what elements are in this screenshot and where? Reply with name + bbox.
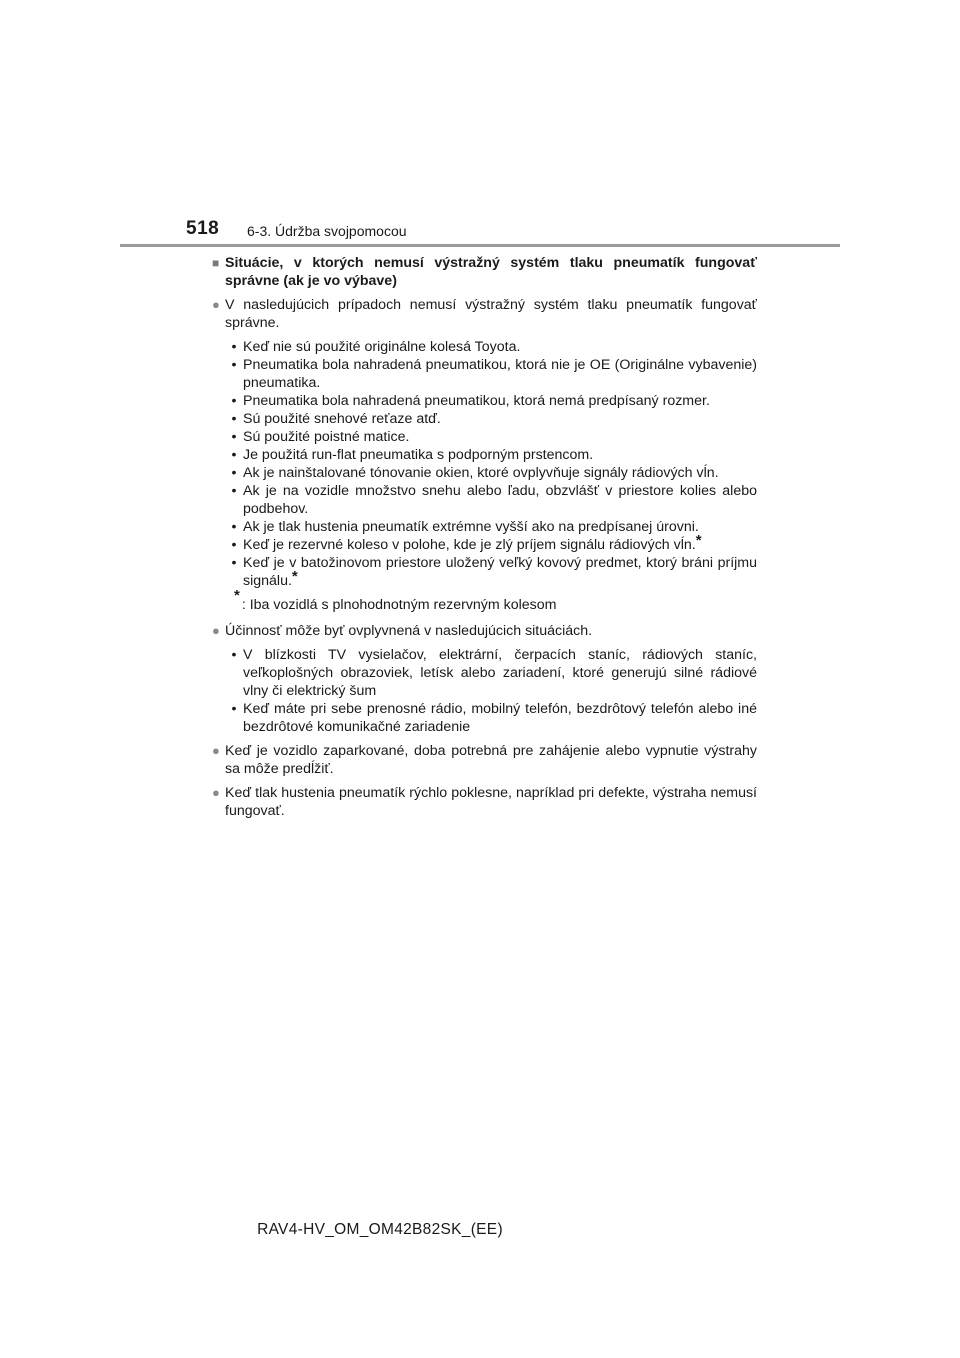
list-item: • Keď máte pri sebe prenosné rádio, mobilný telefón, bezdrôtový telefón alebo iné bezdrôtové komunikačné zariadenie	[231, 701, 757, 735]
bullet-list-2	[212, 646, 757, 736]
paragraph-1: ● V nasledujúcich prípadoch nemusí výstražný systém tlaku pneumatík fungovať správne.	[212, 297, 757, 331]
bullet-list-1	[212, 338, 757, 590]
section-title: 6-3. Údržba svojpomocou	[247, 223, 407, 239]
circle-bullet-icon: ●	[212, 623, 220, 638]
list-item: • Ak je nainštalované tónovanie okien, ktoré ovplyvňuje signály rádiových vĺn.	[231, 465, 719, 481]
paragraph-4: ● Keď tlak hustenia pneumatík rýchlo poklesne, napríklad pri defekte, výstraha nemusí fungovať.	[212, 785, 757, 819]
list-item: • Sú použité snehové reťaze atď.	[231, 411, 441, 427]
paragraph-3: ● Keď je vozidlo zaparkované, doba potrebná pre zahájenie alebo vypnutie výstrahy sa môže predĺžiť.	[212, 743, 757, 777]
list-item: • Keď je v batožinovom priestore uložený veľký kovový predmet, ktorý bráni príjmu signálu.*	[231, 555, 757, 589]
document-footer: RAV4-HV_OM_OM42B82SK_(EE)	[257, 1221, 503, 1238]
page-number: 518	[186, 218, 220, 239]
list-item: • Pneumatika bola nahradená pneumatikou, ktorá nemá predpísaný rozmer.	[231, 393, 710, 409]
footnote-asterisk: *	[291, 568, 298, 585]
paragraph-2: ● Účinnosť môže byť ovplyvnená v nasledujúcich situáciách.	[212, 623, 593, 639]
list-item: • Sú použité poistné matice.	[231, 429, 410, 445]
footnote: * : Iba vozidlá s plnohodnotným rezervným kolesom	[234, 587, 557, 613]
list-item: • Pneumatika bola nahradená pneumatikou, ktorá nie je OE (Originálne vybavenie) pneumatika.	[231, 357, 757, 391]
section-heading: ■ Situácie, v ktorých nemusí výstražný systém tlaku pneumatík fungovať správne (ak je vo výbave)	[212, 255, 757, 289]
circle-bullet-icon: ●	[212, 743, 220, 758]
list-item: • Ak je tlak hustenia pneumatík extrémne vyšší ako na predpísanej úrovni.	[231, 519, 699, 535]
footnote-asterisk: *	[234, 587, 240, 604]
footnote-asterisk: *	[695, 532, 702, 549]
list-item: • V blízkosti TV vysielačov, elektrární, čerpacích staníc, rádiových staníc, veľkoplošných obrazoviek, letísk alebo zariadení, ktoré generujú silné rádiové vlny či elektrický šum	[231, 647, 757, 699]
header-rule	[120, 244, 840, 247]
circle-bullet-icon: ●	[212, 297, 220, 312]
list-item: • Je použitá run-flat pneumatika s podporným prstencom.	[231, 447, 594, 463]
square-bullet-icon: ■	[212, 256, 220, 270]
content	[212, 254, 757, 826]
circle-bullet-icon: ●	[212, 785, 220, 800]
list-item: • Keď nie sú použité originálne kolesá Toyota.	[231, 339, 521, 355]
list-item: • Ak je na vozidle množstvo snehu alebo ľadu, obzvlášť v priestore kolies alebo podbehov.	[231, 483, 757, 517]
list-item: • Keď je rezervné koleso v polohe, kde je zlý príjem signálu rádiových vĺn.*	[231, 532, 702, 553]
